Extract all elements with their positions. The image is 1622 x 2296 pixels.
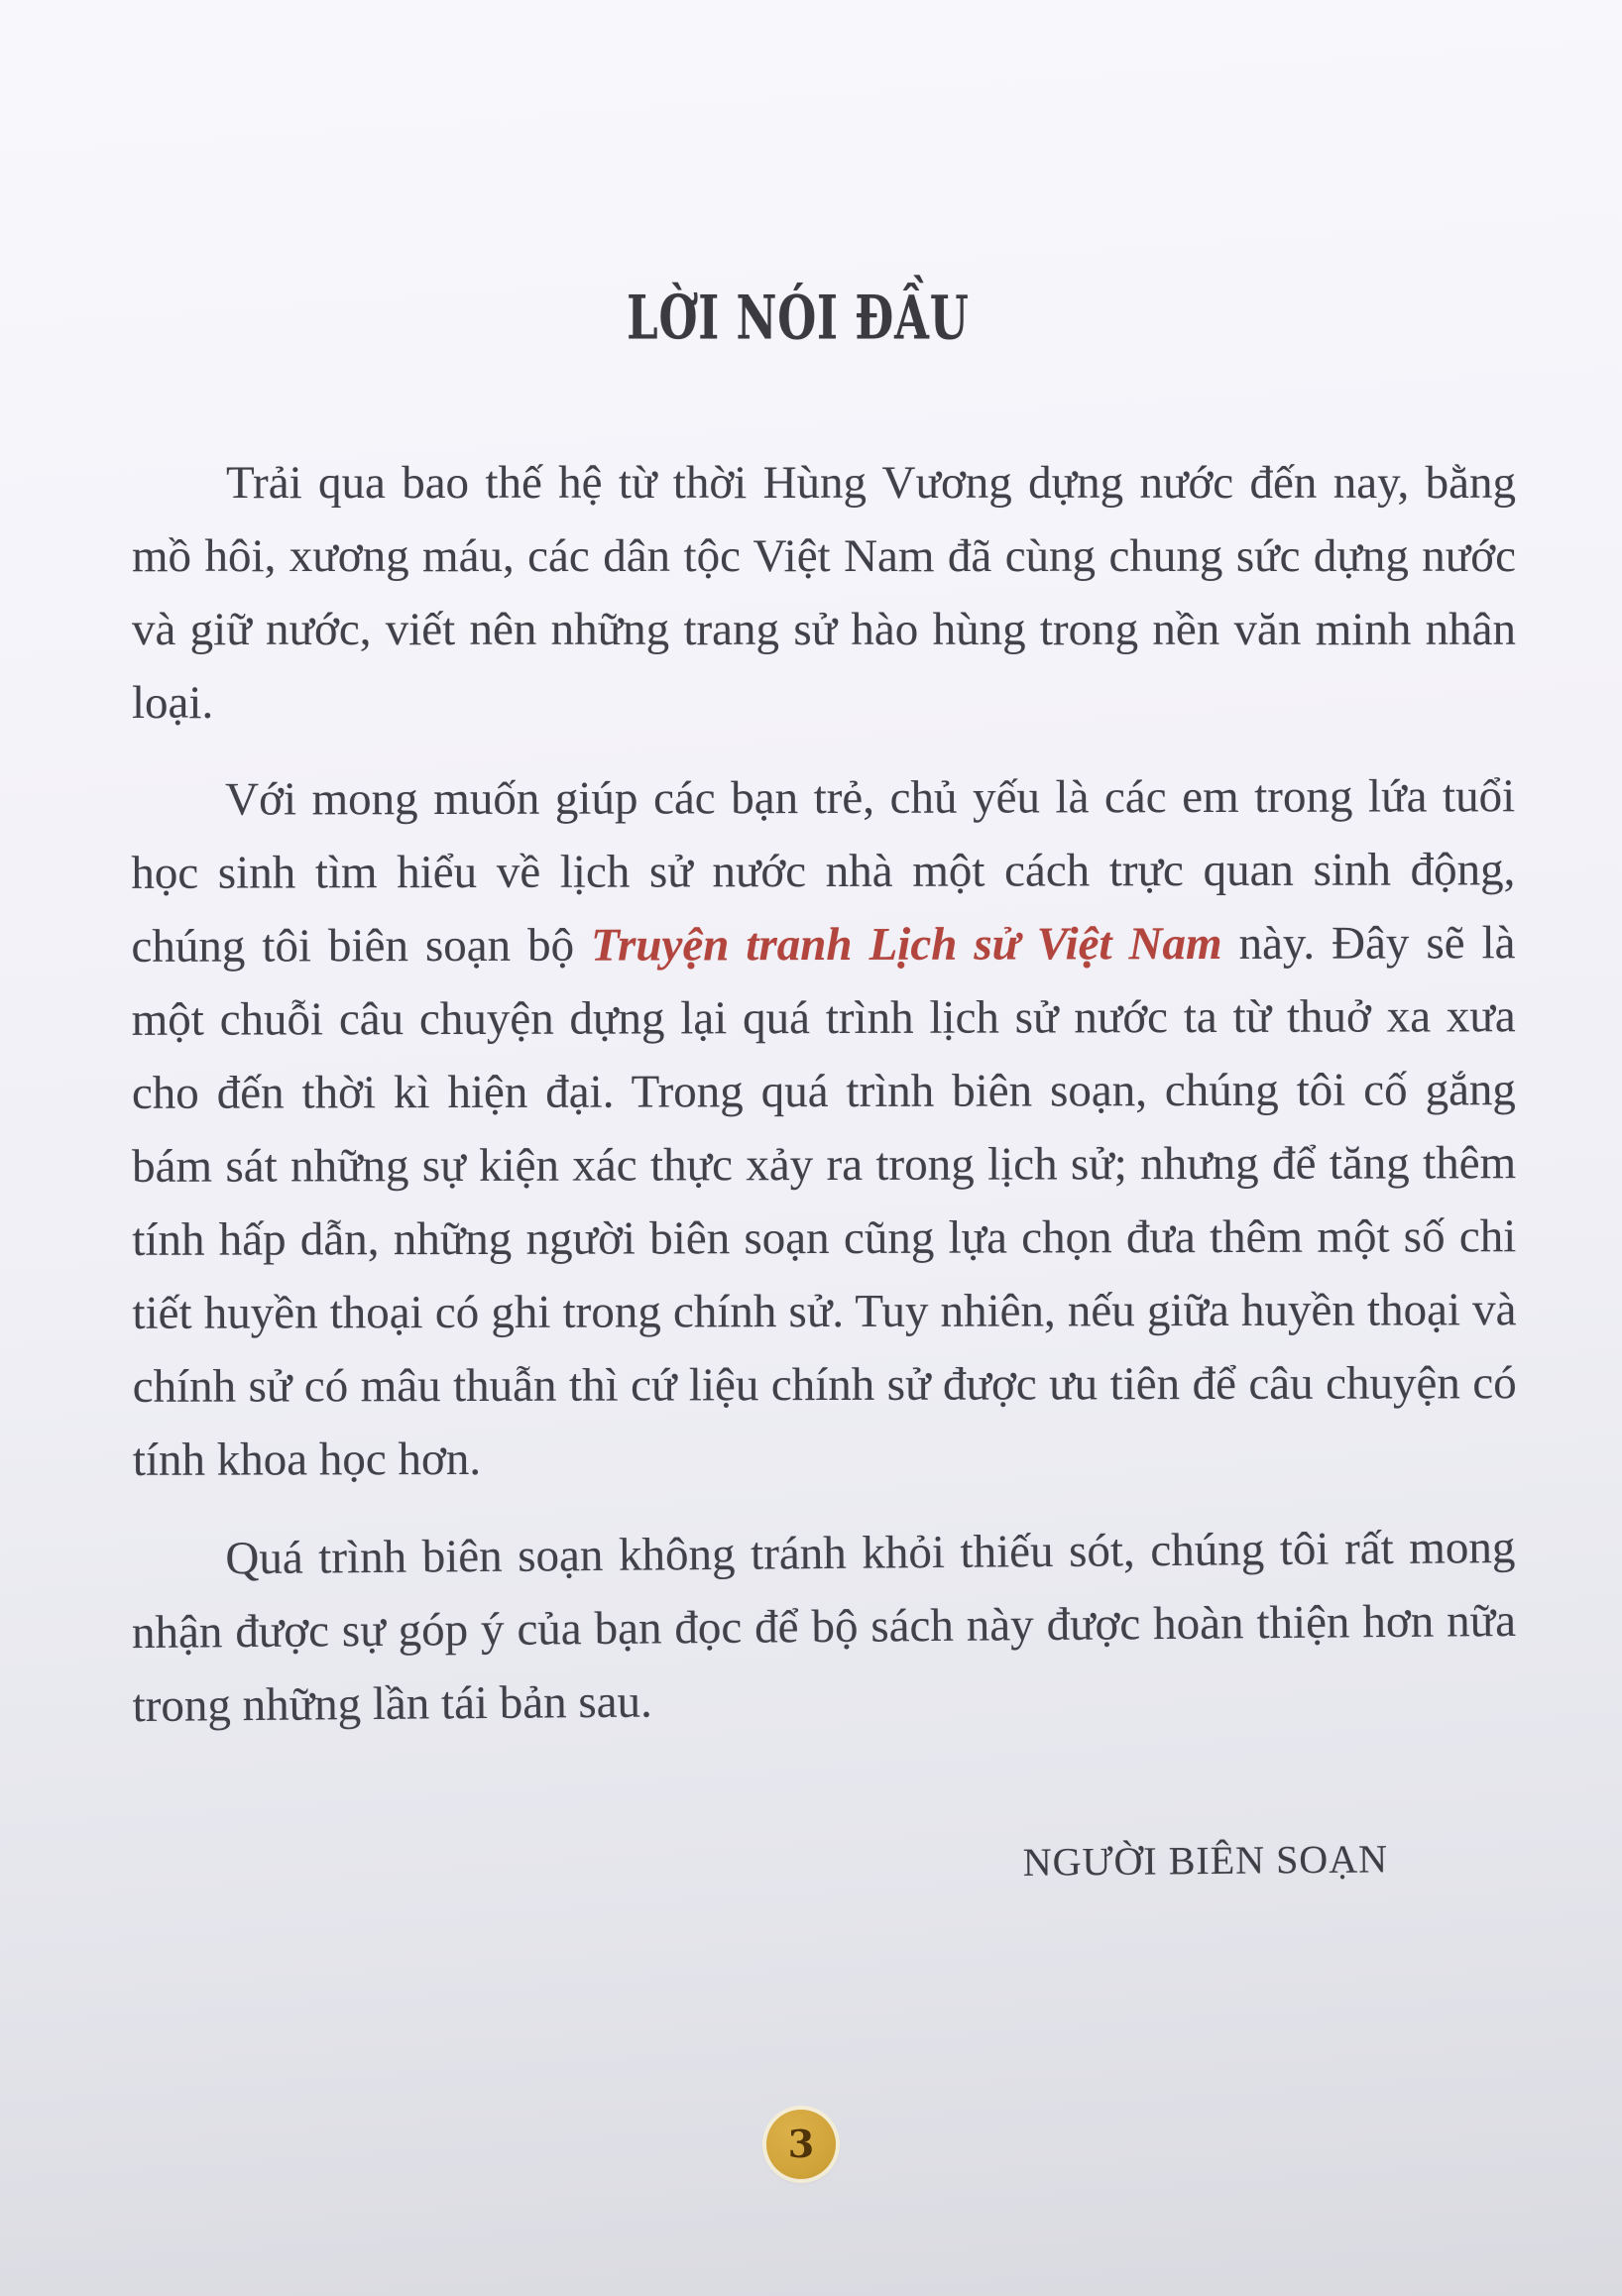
page-title — [0, 283, 1596, 354]
page-title-text: LỜI NÓI ĐẦU — [627, 283, 970, 354]
paragraph-text: Với mong muốn giúp các bạn trẻ, chủ yếu là các em trong lứa tuổi học sinh tìm hiểu về lịch sử nước nhà một cách trực quan sinh động, chúng tôi biên soạn bộ — [131, 770, 1516, 973]
preface-text — [132, 446, 1516, 1759]
series-title-highlight: Truyện tranh Lịch sử Việt Nam — [591, 917, 1222, 972]
paragraph-text: Quá trình biên soạn không tránh khỏi thiếu sót, chúng tôi rất mong nhận được sự góp ý của bạn đọc để bộ sách này được hoàn thiện hơn nữa trong những lần tái bản sau. — [131, 1521, 1517, 1733]
paragraph — [131, 1511, 1517, 1743]
page-number: 3 — [787, 2122, 815, 2166]
author-signature: NGƯỜI BIÊN SOẠN — [1022, 1836, 1389, 1885]
paragraph-text: Trải qua bao thế hệ từ thời Hùng Vương dựng nước đến nay, bằng mồ hôi, xương máu, các dân tộc Việt Nam đã cùng chung sức dựng nước và giữ nước, viết nên những trang sử hào hùng trong nền văn minh nhân loại. — [132, 457, 1516, 729]
paragraph — [132, 446, 1516, 740]
paragraph-text: này. Đây sẽ là một chuỗi câu chuyện dựng lại quá trình lịch sử nước ta từ thuở xa xưa cho đến thời kì hiện đại. Trong quá trình biên soạn, chúng tôi cố gắng bám sát những sự kiện xác thực xảy ra trong lịch sử; nhưng để tăng thêm tính hấp dẫn, những người biên soạn cũng lựa chọn đưa thêm một số chi tiết huyền thoại có ghi trong chính sử. Tuy nhiên, nếu giữa huyền thoại và chính sử có mâu thuẫn thì cứ liệu chính sử được ưu tiên để câu chuyện có tính khoa học hơn. — [131, 917, 1517, 1486]
paragraph — [131, 759, 1517, 1497]
page-number-badge — [766, 2110, 836, 2179]
